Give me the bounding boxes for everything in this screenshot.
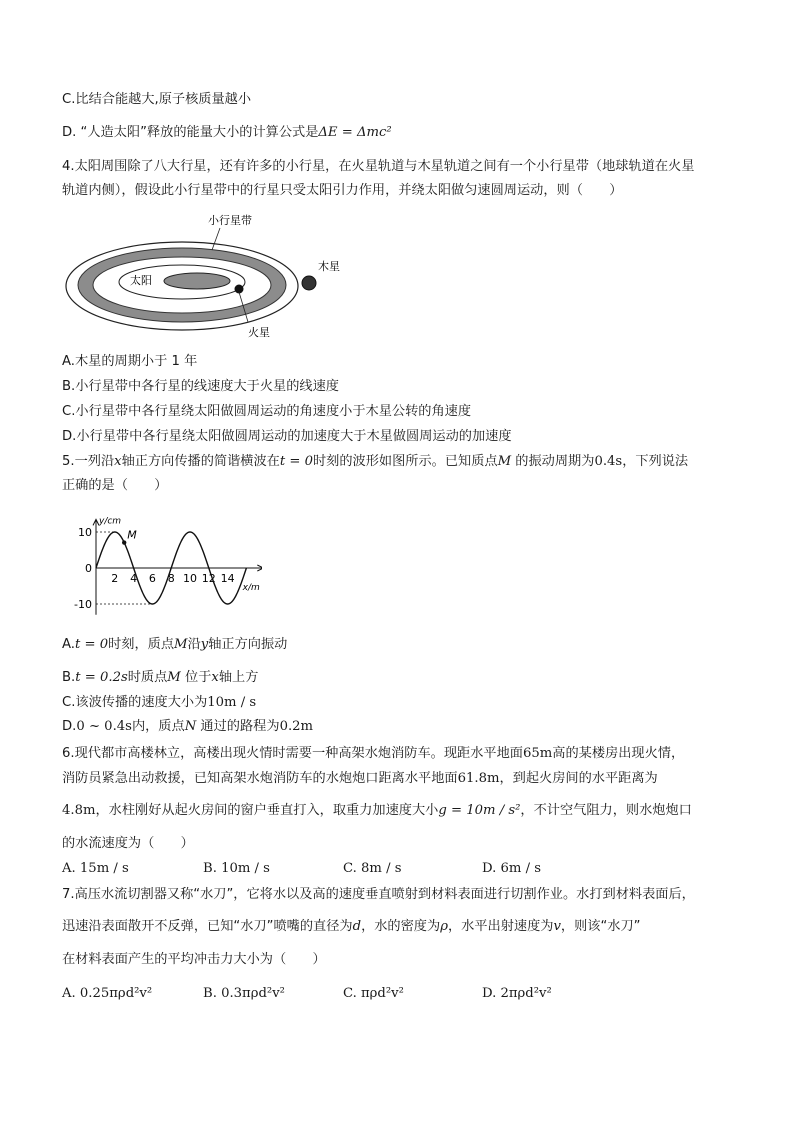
q5-option-d — [62, 718, 313, 736]
q6-option-c: C. 8m / s — [343, 861, 402, 876]
q7-option-d: D. 2πρd²v² — [482, 986, 552, 1001]
sun — [164, 273, 230, 289]
y-tick-label: 0 — [85, 562, 92, 575]
q6-option-a: A. 15m / s — [62, 861, 129, 876]
q5-var-m: M — [497, 454, 512, 469]
q4-option-b: B.小行星带中各行星的线速度大于火星的线速度 — [62, 379, 339, 394]
q3-option-d-formula: ΔE = Δmc² — [318, 125, 392, 140]
point-m-label: M — [127, 528, 137, 542]
opt-text: 轴上方 — [218, 670, 259, 685]
q7-stem-line-3: 在材料表面产生的平均冲击力大小为（ ） — [62, 952, 326, 967]
q7-text: ，水的密度为 — [361, 919, 441, 934]
opt-text: B. — [62, 670, 76, 685]
q5-stem-line-2: 正确的是（ ） — [62, 478, 168, 493]
opt-text: 内，质点 — [131, 719, 185, 734]
q5-option-b — [62, 669, 258, 687]
q5-stem-text: 时刻的波形如图所示。已知质点 — [312, 454, 498, 469]
q7-var: ρ — [440, 919, 448, 934]
opt-var: 0 ~ 0.4s — [76, 719, 132, 734]
y-tick-label: 10 — [78, 526, 92, 539]
q7-stem-line-2 — [62, 918, 641, 936]
q4-stem-line-1: 4.太阳周围除了八大行星，还有许多的小行星，在火星轨道与木星轨道之间有一个小行星带（地球轨道在火星 — [62, 159, 695, 174]
q4-option-c: C.小行星带中各行星绕太阳做圆周运动的角速度小于木星公转的角速度 — [62, 404, 472, 419]
x-tick-label: 2 — [111, 572, 119, 585]
y-axis-label: y/cm — [99, 516, 122, 527]
q4-option-a: A.木星的周期小于 1 年 — [62, 354, 198, 369]
q7-option-a: A. 0.25πρd²v² — [62, 986, 153, 1001]
opt-var: 0.2m — [279, 719, 314, 734]
q7-text: ，水平出射速度为 — [447, 919, 554, 934]
q3-option-d — [62, 124, 392, 142]
x-tick-label: 12 — [201, 572, 216, 585]
opt-text: 通过的路程为 — [196, 719, 280, 734]
q5-var-t: t = 0 — [279, 454, 313, 469]
q6-var: 4.8m — [62, 803, 96, 818]
q6-text: 消防员紧急出动救援，已知高架水炮消防车的水炮炮口距离水平地面 — [62, 771, 458, 786]
opt-var: M — [174, 637, 188, 652]
q6-stem-line-3 — [62, 802, 692, 820]
q7-option-b: B. 0.3πρd²v² — [203, 986, 285, 1001]
q5-var-x: x — [114, 454, 122, 469]
q5-stem-text: 5.一列沿 — [62, 454, 115, 469]
q5-option-c — [62, 694, 256, 712]
jupiter — [302, 276, 316, 290]
q3-option-c: C.比结合能越大,原子核质量越小 — [62, 92, 252, 107]
q4-orbit-figure — [62, 210, 352, 345]
q7-var: v — [553, 919, 561, 934]
opt-text: 沿 — [187, 637, 201, 652]
q6-var: 61.8m — [457, 771, 500, 786]
q6-option-b: B. 10m / s — [203, 861, 270, 876]
q7-var: d — [352, 919, 362, 934]
q6-text: 6.现代都市高楼林立，高楼出现火情时需要一种高架水炮消防车。现距水平地面 — [62, 746, 523, 761]
sun-label: 太阳 — [130, 274, 152, 287]
x-tick-label: 10 — [183, 572, 197, 585]
y-tick-label: -10 — [74, 598, 92, 611]
x-tick-label: 4 — [130, 572, 138, 585]
q6-text: ，不计空气阻力，则水炮炮口 — [520, 803, 692, 818]
opt-text: 轴正方向振动 — [208, 637, 288, 652]
opt-text: C.该波传播的速度大小为 — [62, 695, 208, 710]
opt-var: N — [184, 719, 197, 734]
q6-var: g = 10m / s² — [438, 803, 521, 818]
opt-var: y — [200, 637, 209, 652]
x-tick-label: 8 — [167, 572, 175, 585]
opt-text: 位于 — [180, 670, 212, 685]
q5-stem-text: ，下列说法 — [622, 454, 689, 469]
q7-stem-line-1: 7.高压水流切割器又称“水刀”，它将水以及高的速度垂直喷射到材料表面进行切割作业。水打到材料表面后， — [62, 887, 695, 902]
q6-text: ，水柱刚好从起火房间的窗户垂直打入，取重力加速度大小 — [95, 803, 439, 818]
q6-option-d: D. 6m / s — [482, 861, 541, 876]
q7-text: 迅速沿表面散开不反弹，已知“水刀”喷嘴的直径为 — [62, 919, 353, 934]
q6-stem-line-1 — [62, 745, 684, 763]
opt-var: t = 0 — [74, 637, 109, 652]
q7-text: ，则该“水刀” — [560, 919, 641, 934]
opt-var: t = 0.2s — [75, 670, 128, 685]
q6-stem-line-4: 的水流速度为（ ） — [62, 836, 194, 851]
opt-var: 10m / s — [207, 695, 257, 710]
belt-label: 小行星带 — [208, 214, 252, 227]
opt-text: 时刻，质点 — [108, 637, 175, 652]
opt-var: x — [211, 670, 219, 685]
q6-var: 65m — [522, 746, 553, 761]
q6-text: ，到起火房间的水平距离为 — [499, 771, 658, 786]
opt-text: 时质点 — [127, 670, 168, 685]
q5-stem-line-1 — [62, 453, 688, 471]
point-m — [122, 540, 126, 544]
q5-option-a — [62, 636, 287, 654]
q3-option-d-text: D. “人造太阳”释放的能量大小的计算公式是 — [62, 125, 319, 140]
q5-wave-chart — [62, 502, 262, 620]
q7-option-c: C. πρd²v² — [343, 986, 404, 1001]
opt-text: D. — [62, 719, 77, 734]
x-tick-label: 6 — [148, 572, 156, 585]
q5-period: 0.4s — [594, 454, 623, 469]
mars-label: 火星 — [248, 326, 270, 339]
opt-var: M — [167, 670, 181, 685]
jupiter-label: 木星 — [318, 260, 340, 273]
q6-stem-line-2 — [62, 770, 658, 788]
x-axis-label: x/m — [242, 583, 260, 593]
q4-stem-line-2: 轨道内侧），假设此小行星带中的行星只受太阳引力作用，并绕太阳做匀速圆周运动，则（ ） — [62, 183, 623, 198]
x-tick-label: 14 — [220, 572, 235, 585]
q5-stem-text: 的振动周期为 — [511, 454, 595, 469]
q5-stem-text: 轴正方向传播的简谐横波在 — [121, 454, 280, 469]
q6-text: 高的某楼房出现火情， — [552, 746, 685, 761]
q4-option-d: D.小行星带中各行星绕太阳做圆周运动的加速度大于木星做圆周运动的加速度 — [62, 429, 512, 444]
opt-text: A. — [62, 637, 75, 652]
